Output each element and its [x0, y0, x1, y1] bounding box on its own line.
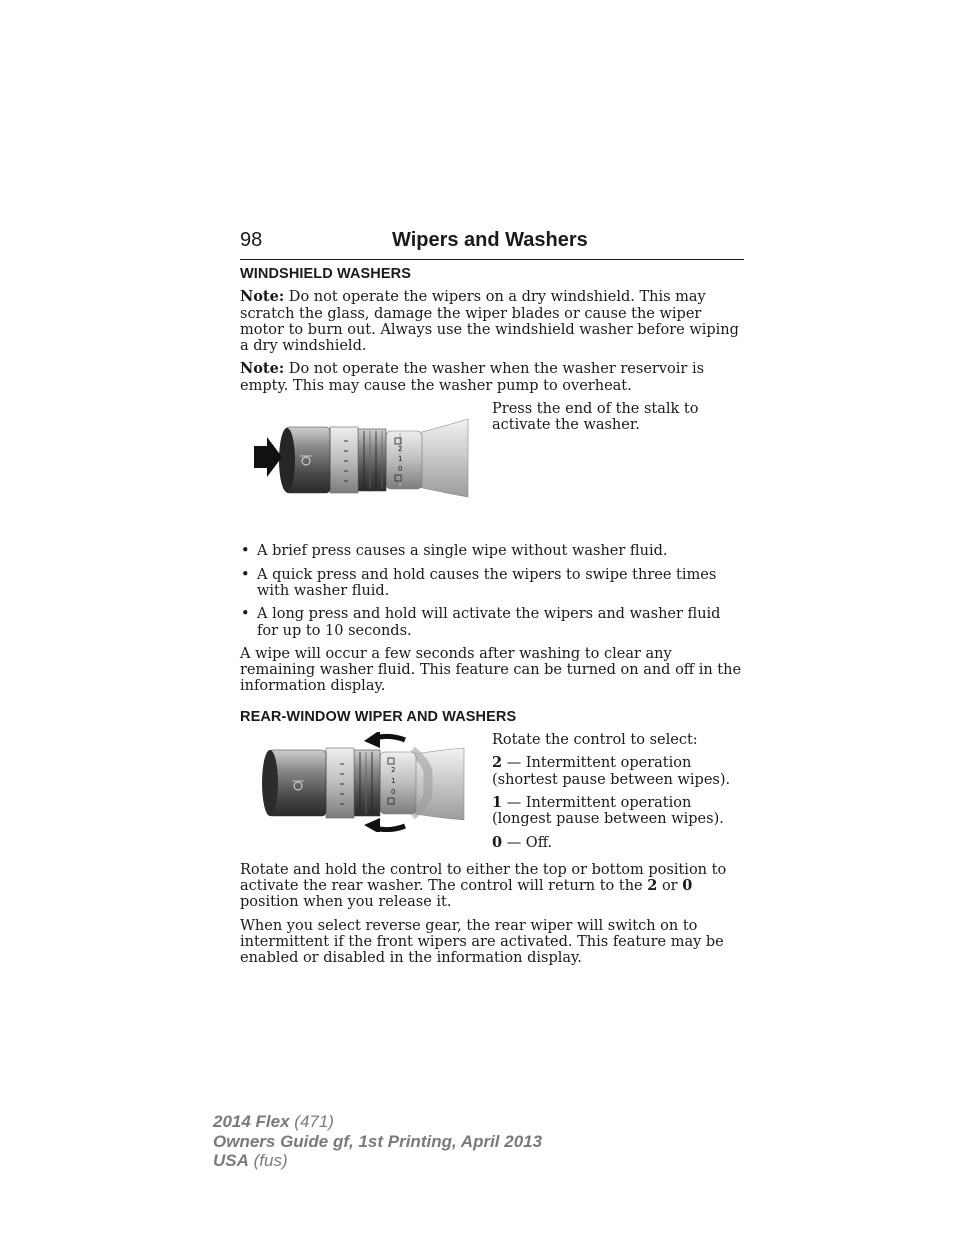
option-text: — Off.: [502, 834, 553, 851]
text-run: or: [657, 878, 683, 895]
footer-region: USA: [213, 1151, 249, 1170]
note-text: Do not operate the washer when the washer reservoir is empty. This may cause the washer pump to overheat.: [240, 361, 705, 394]
dial-label: 0: [398, 465, 403, 474]
section-heading-rear-wiper: REAR-WINDOW WIPER AND WASHERS: [240, 708, 517, 725]
footer-line: Owners Guide gf, 1st Printing, April 2013: [213, 1131, 543, 1151]
dial-label: 1: [391, 777, 396, 786]
page-content: [240, 266, 744, 974]
dial-label: 0: [391, 788, 396, 797]
rear-intro: Rotate the control to select:: [492, 732, 698, 749]
text-run: position when you release it.: [240, 894, 452, 911]
text-run-bold: 0: [682, 877, 693, 895]
list-item: • A brief press causes a single wipe without washer fluid.: [240, 543, 744, 559]
option-key: 1: [492, 793, 503, 811]
rear-figure-row: [240, 732, 744, 858]
dial-label: 2: [398, 445, 403, 454]
option-1: [492, 795, 744, 828]
option-2: [492, 755, 744, 788]
wipe-after-wash-text: A wipe will occur a few seconds after washing to clear any remaining washer fluid. This feature can be turned on and off in the information display.: [240, 645, 742, 695]
option-0: [492, 835, 744, 851]
option-text: — Intermittent operation (longest pause between wipes).: [492, 794, 724, 828]
reverse-gear-text: When you select reverse gear, the rear wiper will switch on to intermittent if the front wipers are activated. This feature may be enabled or disabled in the information display.: [240, 917, 724, 967]
note-label: Note:: [240, 288, 285, 306]
section-heading-windshield-washers: WINDSHIELD WASHERS: [240, 266, 411, 282]
rear-control-illustration: [240, 732, 480, 858]
option-key: 0: [492, 833, 503, 851]
washer-figure-row: [240, 401, 744, 523]
note-dry-windshield: [240, 289, 744, 354]
option-key: 2: [492, 754, 503, 772]
text-run: Rotate and hold the control to either the top or bottom position to activate the rear washer. The control will return to the: [240, 861, 727, 895]
caption-text: Press the end of the stalk to activate the washer.: [492, 401, 699, 434]
note-empty-reservoir: [240, 361, 744, 394]
footer-code: (471): [289, 1112, 334, 1131]
footer-model: 2014 Flex: [213, 1112, 290, 1131]
footer-line: [213, 1112, 542, 1132]
rotate-control-illustration: [240, 732, 480, 832]
list-item: • A long press and hold will activate the wipers and washer fluid for up to 10 seconds.: [240, 606, 744, 639]
rear-washer-text: [240, 862, 744, 911]
note-label: Note:: [240, 360, 285, 378]
washer-press-list: [240, 543, 744, 638]
washer-figure-caption: [492, 401, 744, 523]
dial-label: 2: [391, 766, 396, 775]
page-header: [240, 229, 744, 260]
text-run-bold: 2: [647, 877, 658, 895]
page-footer: [213, 1112, 542, 1171]
footer-region-code: (fus): [248, 1151, 288, 1170]
footer-line: [213, 1151, 542, 1171]
option-text: — Intermittent operation (shortest pause between wipes).: [492, 755, 731, 788]
stalk-press-illustration: [240, 401, 480, 519]
rear-options: [492, 732, 744, 858]
list-item: • A quick press and hold causes the wipers to swipe three times with washer fluid.: [240, 567, 744, 600]
page-number: 98: [240, 229, 263, 251]
washer-stalk-illustration: [240, 401, 480, 523]
note-text: Do not operate the wipers on a dry windshield. This may scratch the glass, damage the wiper blades or cause the wiper motor to burn out. Always use the windshield washer before wiping a dry windshield.: [240, 289, 739, 355]
dial-label: 1: [398, 455, 403, 464]
chapter-title: Wipers and Washers: [392, 229, 588, 251]
